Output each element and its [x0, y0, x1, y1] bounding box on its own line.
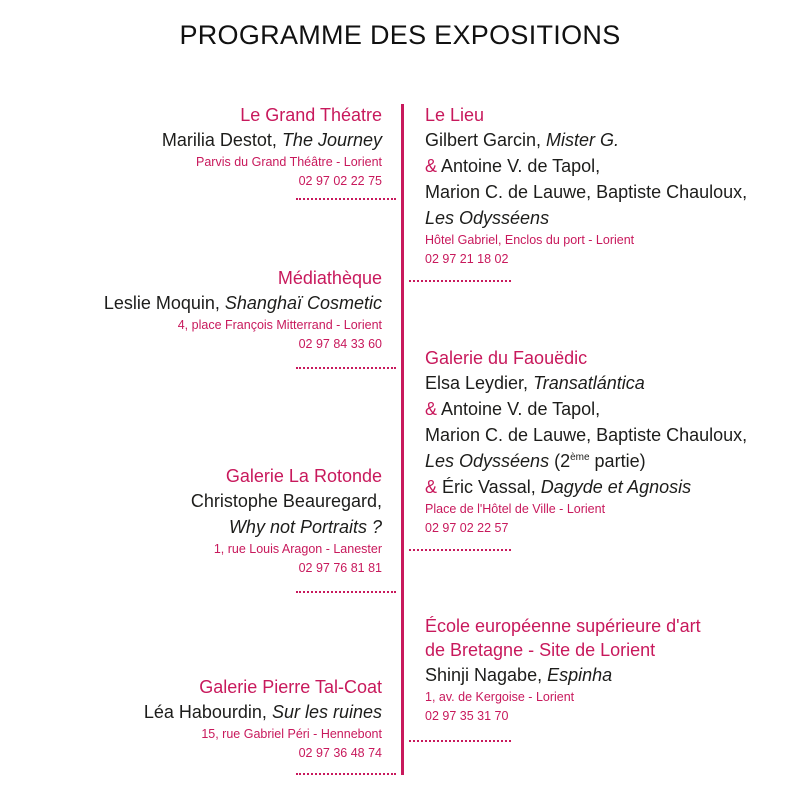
- dotted-connector: [409, 280, 511, 282]
- venue-name: Galerie Pierre Tal-Coat: [199, 677, 382, 697]
- venue-address: Hôtel Gabriel, Enclos du port - Lorient: [425, 233, 635, 247]
- artist-line: & Antoine V. de Tapol,: [425, 156, 601, 176]
- venue-address: 1, av. de Kergoise - Lorient: [425, 690, 575, 704]
- dotted-connector: [296, 591, 396, 593]
- timeline-axis: [401, 104, 404, 775]
- venue-block-eesab: [425, 614, 701, 726]
- artist-line: & Éric Vassal, Dagyde et Agnosis: [425, 477, 692, 497]
- venue-block-la-rotonde: [191, 464, 382, 578]
- venue-name: Médiathèque: [277, 268, 382, 288]
- venue-phone: 02 97 84 33 60: [298, 337, 382, 351]
- work-title: Mister G.: [546, 130, 620, 150]
- ampersand: &: [425, 399, 438, 419]
- work-title: The Journey: [281, 130, 382, 150]
- ampersand: &: [425, 156, 438, 176]
- work-title: Shanghaï Cosmetic: [224, 293, 382, 313]
- work-title: Les Odysséens: [425, 208, 550, 228]
- dotted-connector: [409, 549, 511, 551]
- artist-name: Léa Habourdin,: [143, 702, 272, 722]
- venue-block-grand-theatre: [162, 103, 382, 191]
- venue-phone: 02 97 02 22 75: [298, 174, 382, 188]
- artist-line: [144, 699, 382, 725]
- page-title: PROGRAMME DES EXPOSITIONS: [179, 20, 621, 50]
- dotted-connector: [296, 367, 396, 369]
- venue-address: Place de l'Hôtel de Ville - Lorient: [425, 502, 606, 516]
- dotted-connector: [296, 198, 396, 200]
- artist-line: Gilbert Garcin, Mister G.: [425, 130, 620, 150]
- venue-name: École européenne supérieure d'art: [425, 616, 701, 636]
- work-title: Espinha: [547, 665, 613, 685]
- venue-address: 4, place François Mitterrand - Lorient: [177, 318, 382, 332]
- artist-line: & Antoine V. de Tapol,: [425, 399, 601, 419]
- venue-phone: 02 97 21 18 02: [425, 252, 509, 266]
- venue-phone: 02 97 02 22 57: [425, 521, 509, 535]
- artist-line: [162, 127, 382, 153]
- venue-address: 1, rue Louis Aragon - Lanester: [213, 542, 382, 556]
- venue-block-faouedic: [425, 346, 747, 538]
- venue-name: Galerie La Rotonde: [225, 466, 382, 486]
- work-title: Sur les ruines: [271, 702, 382, 722]
- venue-phone: 02 97 36 48 74: [298, 746, 382, 760]
- venue-name: Galerie du Faouëdic: [425, 348, 588, 368]
- artist-line: [104, 290, 382, 316]
- artist-line: Marion C. de Lauwe, Baptiste Chauloux,: [425, 425, 748, 445]
- venue-phone: 02 97 76 81 81: [298, 561, 382, 575]
- venue-block-pierre-tal-coat: [144, 675, 382, 763]
- artist-line: Elsa Leydier, Transatlántica: [425, 373, 645, 393]
- artist-line: [425, 662, 701, 688]
- artist-name: Shinji Nagabe,: [425, 665, 548, 685]
- artist-name: Leslie Moquin,: [103, 293, 225, 313]
- artist-line: Marion C. de Lauwe, Baptiste Chauloux,: [425, 182, 748, 202]
- venue-block-le-lieu: [425, 103, 747, 269]
- work-title: Dagyde et Agnosis: [540, 477, 692, 497]
- work-title: Why not Portraits ?: [228, 517, 382, 537]
- dotted-connector: [409, 740, 511, 742]
- venue-name: de Bretagne - Site de Lorient: [425, 640, 656, 660]
- ampersand: &: [425, 477, 438, 497]
- dotted-connector: [296, 773, 396, 775]
- venue-phone: 02 97 35 31 70: [425, 709, 509, 723]
- venue-name: Le Lieu: [425, 105, 485, 125]
- venue-address: 15, rue Gabriel Péri - Hennebont: [201, 727, 382, 741]
- work-title: Les Odysséens (2ème partie): [425, 451, 646, 471]
- venue-address: Parvis du Grand Théâtre - Lorient: [196, 155, 382, 169]
- work-title: Transatlántica: [533, 373, 645, 393]
- artist-name: Marilia Destot,: [161, 130, 282, 150]
- artist-name: Christophe Beauregard,: [190, 491, 382, 511]
- venue-name: Le Grand Théatre: [240, 105, 382, 125]
- venue-block-mediatheque: [104, 266, 382, 354]
